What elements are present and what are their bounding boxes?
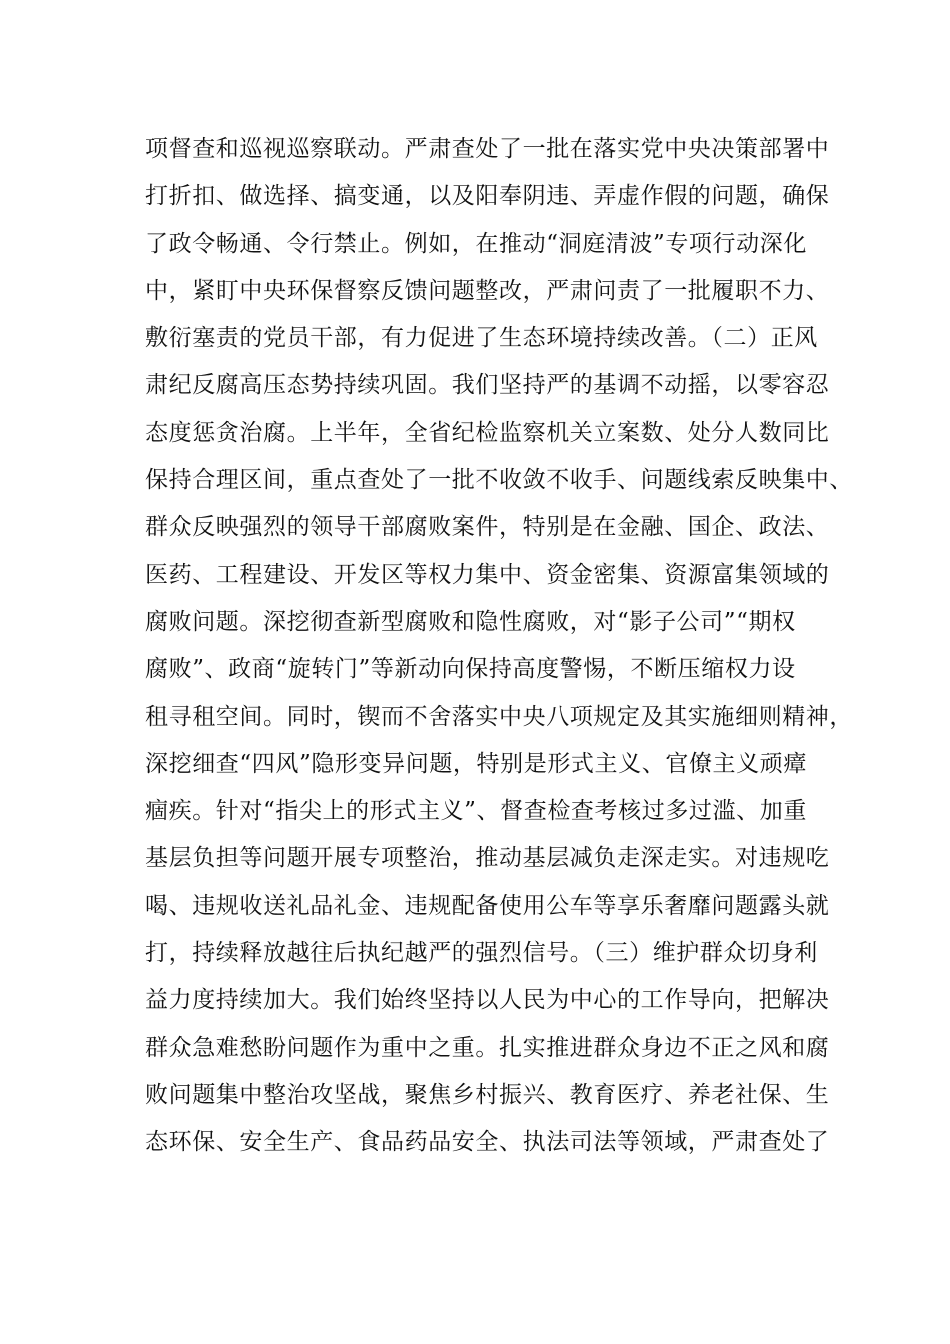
text-line: 打，持续释放越往后执纪越严的强烈信号。（三）维护群众切身利: [145, 940, 818, 967]
text-line: 了政令畅通、令行禁止。例如，在推动“洞庭清波”专项行动深化: [145, 230, 807, 257]
text-line: 痼疾。针对“指尖上的形式主义”、督查检查考核过多过滥、加重: [145, 798, 807, 825]
text-line: 打折扣、做选择、搞变通，以及阳奉阴违、弄虚作假的问题，确保: [145, 183, 830, 210]
text-line: 益力度持续加大。我们始终坚持以人民为中心的工作导向，把解决: [145, 987, 830, 1014]
text-line: 腐败问题。深挖彻查新型腐败和隐性腐败，对“影子公司”“期权: [145, 608, 796, 635]
text-line: 群众反映强烈的领导干部腐败案件，特别是在金融、国企、政法、: [145, 514, 830, 541]
text-line: 保持合理区间，重点查处了一批不收敛不收手、问题线索反映集中、: [145, 467, 853, 494]
text-line: 喝、违规收送礼品礼金、违规配备使用公车等享乐奢靡问题露头就: [145, 892, 830, 919]
text-line: 深挖细查“四风”隐形变异问题，特别是形式主义、官僚主义顽瘴: [145, 750, 807, 777]
text-line: 态环保、安全生产、食品药品安全、执法司法等领域，严肃查处了: [145, 1129, 830, 1156]
text-line: 基层负担等问题开展专项整治，推动基层减负走深走实。对违规吃: [145, 845, 830, 872]
body-text: [145, 126, 853, 1167]
text-line: 群众急难愁盼问题作为重中之重。扎实推进群众身边不正之风和腐: [145, 1034, 830, 1061]
text-line: 敷衍塞责的党员干部，有力促进了生态环境持续改善。（二）正风: [145, 325, 818, 352]
text-line: 态度惩贪治腐。上半年，全省纪检监察机关立案数、处分人数同比: [145, 419, 830, 446]
text-line: 项督查和巡视巡察联动。严肃查处了一批在落实党中央决策部署中: [145, 136, 830, 162]
text-line: 租寻租空间。同时，锲而不舍落实中央八项规定及其实施细则精神，: [145, 703, 853, 730]
text-line: 腐败”、政商“旋转门”等新动向保持高度警惕，不断压缩权力设: [145, 656, 796, 683]
text-line: 医药、工程建设、开发区等权力集中、资金密集、资源富集领域的: [145, 561, 830, 588]
text-line: 肃纪反腐高压态势持续巩固。我们坚持严的基调不动摇，以零容忍: [145, 372, 830, 399]
text-line: 中，紧盯中央环保督察反馈问题整改，严肃问责了一批履职不力、: [145, 277, 830, 304]
text-line: 败问题集中整治攻坚战，聚焦乡村振兴、教育医疗、养老社保、生: [145, 1081, 830, 1108]
